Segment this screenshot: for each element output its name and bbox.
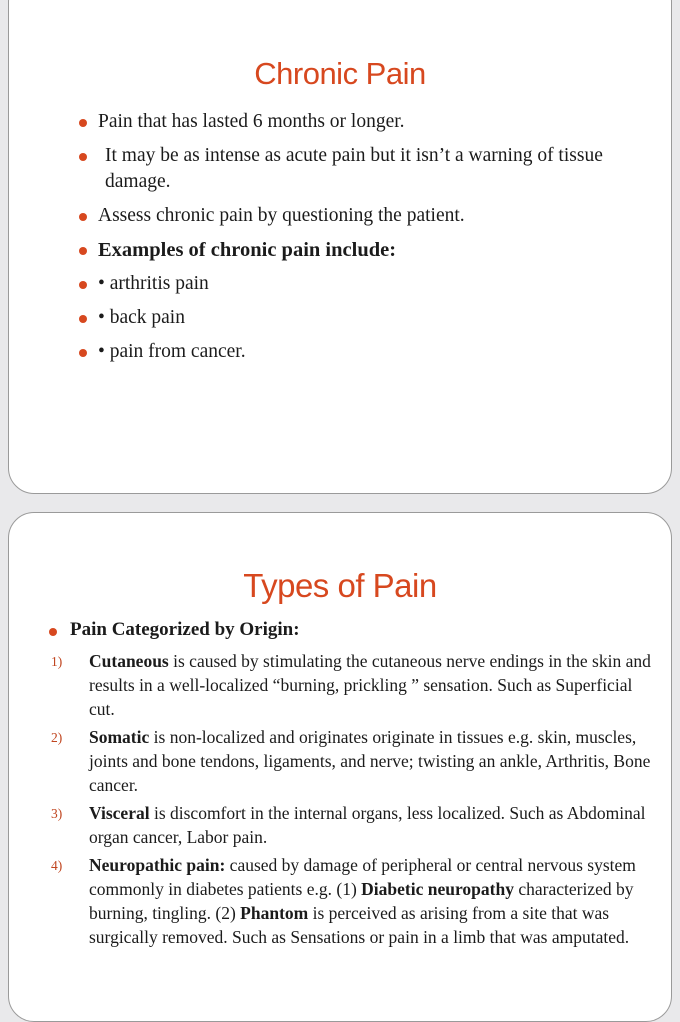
bullet-dot-icon bbox=[79, 315, 87, 323]
bullet-item: • arthritis pain bbox=[79, 271, 639, 297]
bullet-item: Pain that has lasted 6 months or longer. bbox=[79, 109, 639, 135]
list-item-visceral bbox=[47, 801, 657, 849]
list-item-neuropathic bbox=[47, 853, 657, 949]
bullet-dot-icon bbox=[79, 153, 87, 161]
item-term: Visceral bbox=[89, 803, 150, 823]
item-term: Phantom bbox=[240, 903, 309, 923]
bullet-item: It may be as intense as acute pain but it isn’t a warning of tissue damage. bbox=[79, 143, 639, 195]
bullet-list bbox=[79, 109, 639, 373]
bullet-item: Assess chronic pain by questioning the patient. bbox=[79, 203, 639, 229]
item-text: is perceived as arising from a site that was surgically removed. Such as Sensations or pain in a limb that was amputated. bbox=[89, 903, 630, 947]
item-number: 3) bbox=[51, 806, 63, 821]
item-term: Diabetic neuropathy bbox=[361, 879, 514, 899]
bullet-dot-icon bbox=[49, 628, 57, 636]
slide-types-of-pain bbox=[8, 512, 672, 1022]
bullet-item: Examples of chronic pain include: bbox=[79, 237, 639, 263]
item-term: Cutaneous bbox=[89, 651, 169, 671]
bullet-item: • pain from cancer. bbox=[79, 339, 639, 365]
list-item-somatic bbox=[47, 725, 657, 797]
bullet-dot-icon bbox=[79, 247, 87, 255]
list-item-cutaneous bbox=[47, 649, 657, 721]
slide-title: Chronic Pain bbox=[254, 56, 426, 91]
item-number: 2) bbox=[51, 730, 63, 745]
item-term: Somatic bbox=[89, 727, 150, 747]
section-heading: Pain Categorized by Origin: bbox=[49, 619, 300, 641]
bullet-item: • back pain bbox=[79, 305, 639, 331]
item-text: characterized by burning, tingling. (2) bbox=[89, 879, 634, 923]
bullet-dot-icon bbox=[79, 213, 87, 221]
bullet-dot-icon bbox=[79, 349, 87, 357]
item-text: is non-localized and originates originate in tissues e.g. skin, muscles, joints and bone tendons, ligaments, and nerve; twisting an ankle, Arthritis, Bone cancer. bbox=[89, 727, 651, 795]
item-number: 4) bbox=[51, 858, 63, 873]
item-text: is caused by stimulating the cutaneous nerve endings in the skin and results in a well-localized “burning, prickling ” sensation. Such as Superficial cut. bbox=[89, 651, 651, 719]
numbered-list bbox=[47, 649, 657, 953]
slide-chronic-pain bbox=[8, 0, 672, 494]
item-text: is discomfort in the internal organs, less localized. Such as Abdominal organ cancer, Labor pain. bbox=[89, 803, 646, 847]
bullet-dot-icon bbox=[79, 281, 87, 289]
slide-title: Types of Pain bbox=[243, 567, 437, 604]
item-text: caused by damage of peripheral or central nervous system commonly in diabetes patients e.g. (1) bbox=[89, 855, 636, 899]
item-number: 1) bbox=[51, 654, 63, 669]
bullet-dot-icon bbox=[79, 119, 87, 127]
item-term: Neuropathic pain: bbox=[89, 855, 226, 875]
